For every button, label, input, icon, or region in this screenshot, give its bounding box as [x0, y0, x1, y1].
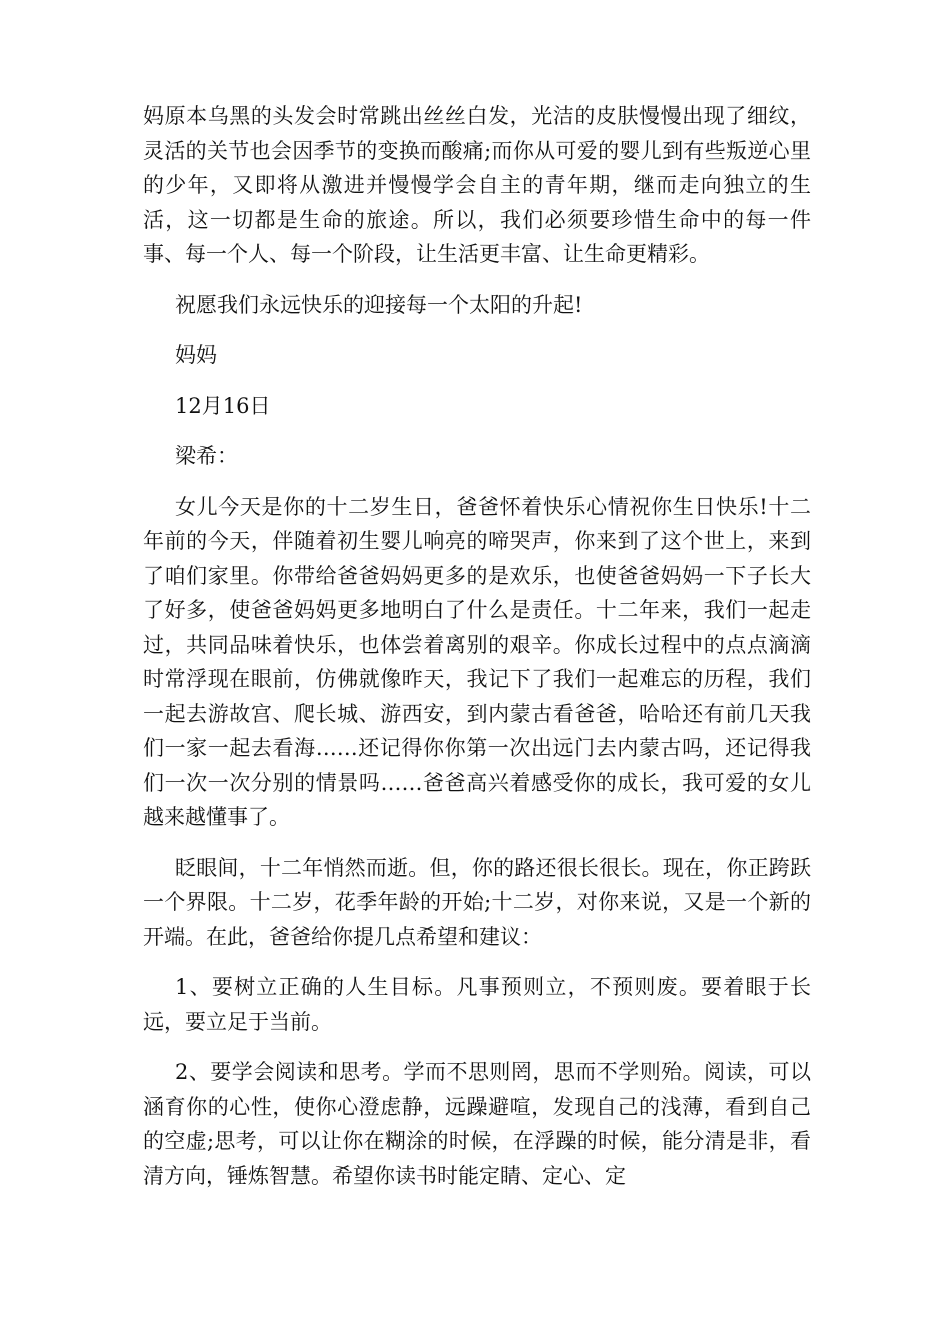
paragraph-advice-2: 2、要学会阅读和思考。学而不思则罔，思而不学则殆。阅读，可以涵育你的心性，使你心澄虑静，远躁避喧，发现自己的浅薄，看到自己的空虚;思考，可以让你在糊涂的时候，在浮躁的时候，能分清是非，看清方向，锤炼智慧。希望你读书时能定睛、定心、定	[143, 1060, 811, 1188]
letter-salutation: 梁希：	[175, 444, 238, 468]
paragraph-birthday: 女儿今天是你的十二岁生日，爸爸怀着快乐心情祝你生日快乐!十二年前的今天，伴随着初生婴儿响亮的啼哭声，你来到了这个世上，来到了咱们家里。你带给爸爸妈妈更多的是欢乐，也使爸爸妈妈一下子长大了好多，使爸爸妈妈更多地明白了什么是责任。十二年来，我们一起走过，共同品味着快乐，也体尝着离别的艰辛。你成长过程中的点点滴滴时常浮现在眼前，仿佛就像昨天，我记下了我们一起难忘的历程，我们一起去游故宫、爬长城、游西安，到内蒙古看爸爸，哈哈还有前几天我们一家一起去看海……还记得你你第一次出远门去内蒙古吗，还记得我们一次一次分别的情景吗……爸爸高兴着感受你的成长，我可爱的女儿越来越懂事了。	[143, 494, 811, 829]
paragraph-blessing: 祝愿我们永远快乐的迎接每一个太阳的升起!	[175, 292, 583, 317]
document-page	[143, 99, 811, 1193]
paragraph-advice-1: 1、要树立正确的人生目标。凡事预则立，不预则废。要着眼于长远，要立足于当前。	[143, 975, 811, 1034]
letter-date: 12月16日	[175, 393, 271, 418]
paragraph-twelve-years: 眨眼间，十二年悄然而逝。但，你的路还很长很长。现在，你正跨跃一个界限。十二岁，花季年龄的开始;十二岁，对你来说，又是一个新的开端。在此，爸爸给你提几点希望和建议：	[143, 855, 811, 949]
paragraph-continuation: 妈原本乌黑的头发会时常跳出丝丝白发，光洁的皮肤慢慢出现了细纹，灵活的关节也会因季节的变换而酸痛;而你从可爱的婴儿到有些叛逆心里的少年，又即将从激进并慢慢学会自主的青年期，继而走向独立的生活，这一切都是生命的旅途。所以，我们必须要珍惜生命中的每一件事、每一个人、每一个阶段，让生活更丰富、让生命更精彩。	[143, 104, 811, 266]
signature-mom: 妈妈	[175, 343, 217, 367]
